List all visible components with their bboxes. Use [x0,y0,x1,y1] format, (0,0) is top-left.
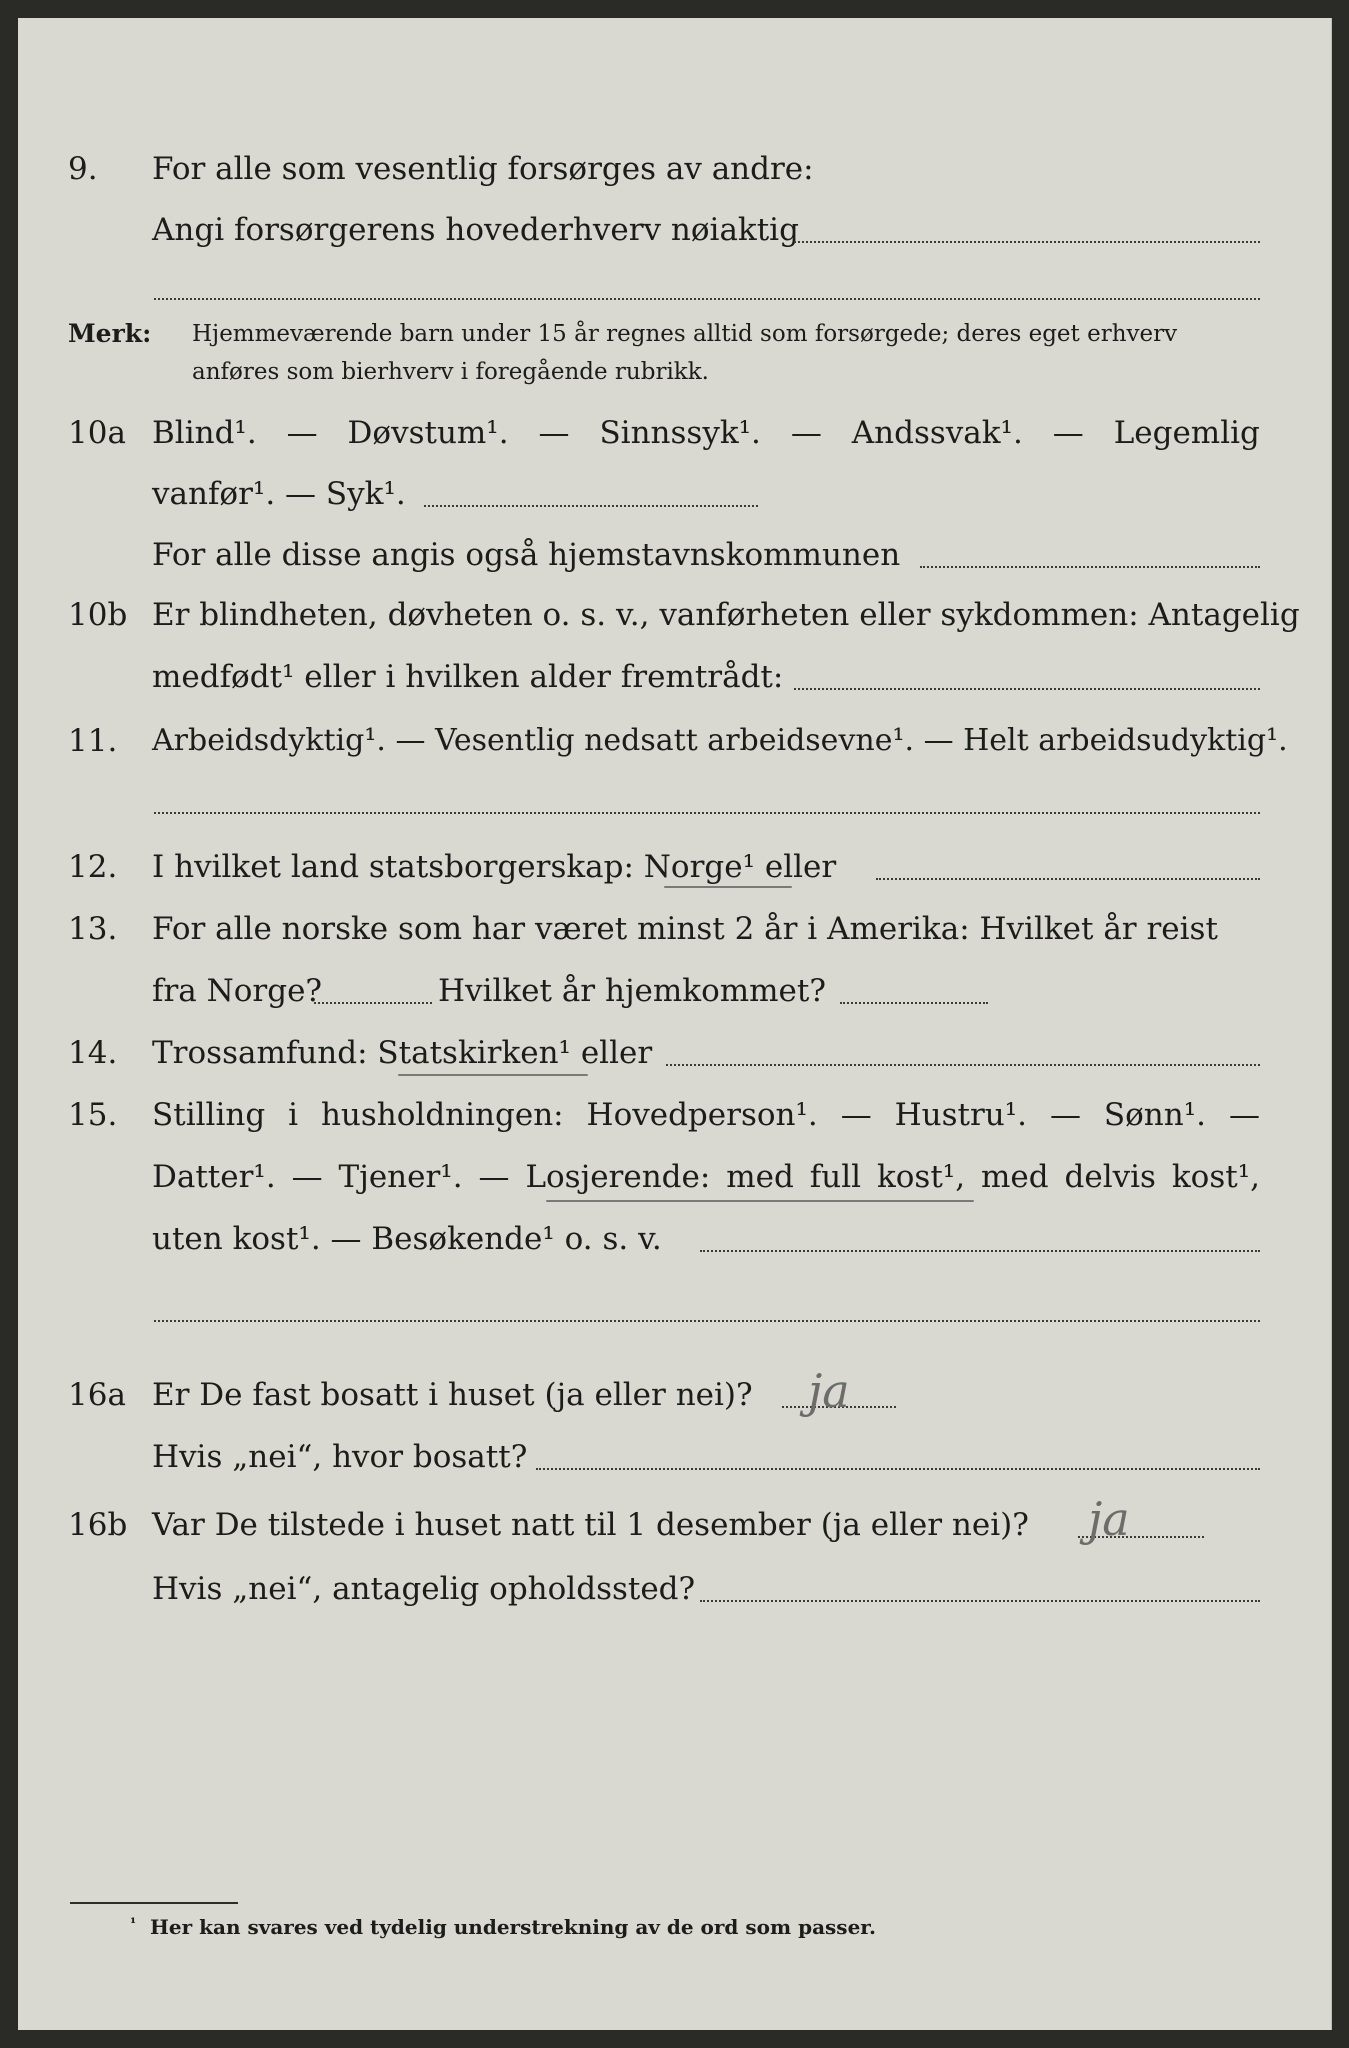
option-hovedperson: Hovedperson¹. [586,1097,818,1133]
dash: — [1049,1097,1081,1133]
question-text [152,1092,1260,1138]
dash: — [286,415,318,451]
option-datter: Datter¹. [152,1159,276,1195]
answer-line[interactable] [424,505,758,507]
blank-answer-line[interactable] [154,1320,1260,1322]
question-14 [18,1030,1331,1076]
note-merk [18,316,1331,352]
question-text: Er De fast bosatt i huset (ja eller nei)? [152,1377,753,1413]
option-dovstum: Døvstum¹. [347,415,509,451]
question-11 [18,718,1331,764]
question-text: For alle norske som har været minst 2 år i Amerika: Hvilket år reist [152,911,1218,947]
word: Stilling [152,1097,266,1133]
dash: — [840,1097,872,1133]
question-text: medfødt¹ eller i hvilken alder fremtrådt: [152,659,784,695]
footnote-text: Her kan svares ved tydelig understrekning av de ord som passer. [150,1915,876,1939]
answer-line[interactable] [794,241,1260,243]
question-number: 12. [68,849,118,885]
question-number: 9. [68,151,98,187]
option-andssvak: Andssvak¹. [851,415,1023,451]
question-number: 14. [68,1035,118,1071]
question-12 [18,844,1331,890]
question-number: 10b [68,597,128,633]
word: i [288,1097,299,1133]
question-16b-line-2 [18,1566,1331,1612]
question-15 [18,1092,1331,1138]
question-15-line-2 [18,1154,1331,1200]
census-form-page [18,18,1332,2030]
question-16a-line-2 [18,1434,1331,1480]
question-text: vanfør¹. — Syk¹. [152,476,406,512]
blank-answer-line[interactable] [154,812,1260,814]
dash: — [1052,415,1084,451]
pen-underline-losjerende [546,1200,974,1202]
answer-line-departure[interactable] [314,1002,432,1004]
question-10a [18,410,1331,456]
question-10a-line-3 [18,532,1331,578]
question-text: Trossamfund: Statskirken¹ eller [152,1035,653,1071]
word: med [981,1159,1049,1195]
dash: — [790,415,822,451]
word: husholdningen: [320,1097,564,1133]
question-text [152,410,1260,456]
dash: — [538,415,570,451]
question-number: 13. [68,911,118,947]
note-text: Hjemmeværende barn under 15 år regnes alltid som forsørgede; deres eget erhverv [192,321,1178,347]
question-text: Hvilket år hjemkommet? [438,973,826,1009]
option-tjener: Tjener¹. [338,1159,463,1195]
question-text [152,1154,1260,1200]
dash: — [291,1159,323,1195]
question-9-line-2 [18,207,1331,253]
word: med [726,1159,794,1195]
question-number: 15. [68,1097,118,1133]
question-number: 11. [68,723,118,759]
option-legemlig: Legemlig [1113,415,1260,451]
question-text: Er blindheten, døvheten o. s. v., vanførheten eller sykdommen: Antagelig [152,597,1300,633]
option-hustru: Hustru¹. [894,1097,1028,1133]
question-16b [18,1492,1331,1548]
question-16a [18,1364,1331,1418]
question-text: fra Norge? [152,973,323,1009]
answer-line[interactable] [876,878,1260,880]
handwritten-answer-ja: ja [808,1364,850,1418]
question-10b-line-2 [18,654,1331,700]
question-text: I hvilket land statsborgerskap: Norge¹ eller [152,849,837,885]
question-text: Angi forsørgerens hovederhverv nøiaktig [152,212,799,248]
footnote-rule [70,1902,238,1904]
word: kost¹, [876,1159,966,1195]
question-number: 10a [68,415,126,451]
question-text: Arbeidsdyktig¹. — Vesentlig nedsatt arbeidsevne¹. — Helt arbeidsudyktig¹. [152,723,1288,758]
question-text: Var De tilstede i huset natt til 1 desember (ja eller nei)? [152,1507,1029,1543]
blank-answer-line[interactable] [154,298,1260,300]
question-13-line-2 [18,968,1331,1014]
dash: — [1228,1097,1260,1133]
word: kost¹, [1171,1159,1260,1195]
question-13 [18,906,1331,952]
question-10a-line-2 [18,471,1331,517]
handwritten-answer-ja: ja [1088,1492,1130,1546]
word: full [809,1159,862,1195]
option-blind: Blind¹. [152,415,257,451]
option-losjerende: Losjerende: [525,1159,711,1195]
question-10b [18,592,1331,638]
note-label: Merk: [68,319,152,348]
answer-line[interactable] [536,1468,1260,1470]
question-9 [18,146,1331,192]
question-number: 16a [68,1377,126,1413]
answer-line[interactable] [794,688,1260,690]
answer-line-return[interactable] [840,1002,988,1004]
answer-line[interactable] [700,1600,1260,1602]
question-text: Hvis „nei“, hvor bosatt? [152,1439,528,1475]
question-15-line-3 [18,1216,1331,1262]
answer-line[interactable] [920,566,1260,568]
answer-line[interactable] [700,1250,1260,1252]
dash: — [478,1159,510,1195]
answer-line[interactable] [666,1064,1260,1066]
question-text: For alle som vesentlig forsørges av andre: [152,151,814,187]
question-text: uten kost¹. — Besøkende¹ o. s. v. [152,1221,662,1257]
pen-underline-statskirken [398,1074,588,1076]
question-text: Hvis „nei“, antagelig opholdssted? [152,1571,696,1607]
option-sinnssyk: Sinnssyk¹. [599,415,761,451]
word: delvis [1064,1159,1156,1195]
question-text: For alle disse angis også hjemstavnskommunen [152,537,901,573]
note-text: anføres som bierhverv i foregående rubrikk. [192,359,709,385]
question-number: 16b [68,1507,128,1543]
option-sonn: Sønn¹. [1103,1097,1207,1133]
note-merk-line-2 [18,354,1331,390]
pen-underline-norge [664,886,792,888]
footnote-mark: ¹ [130,1916,137,1932]
